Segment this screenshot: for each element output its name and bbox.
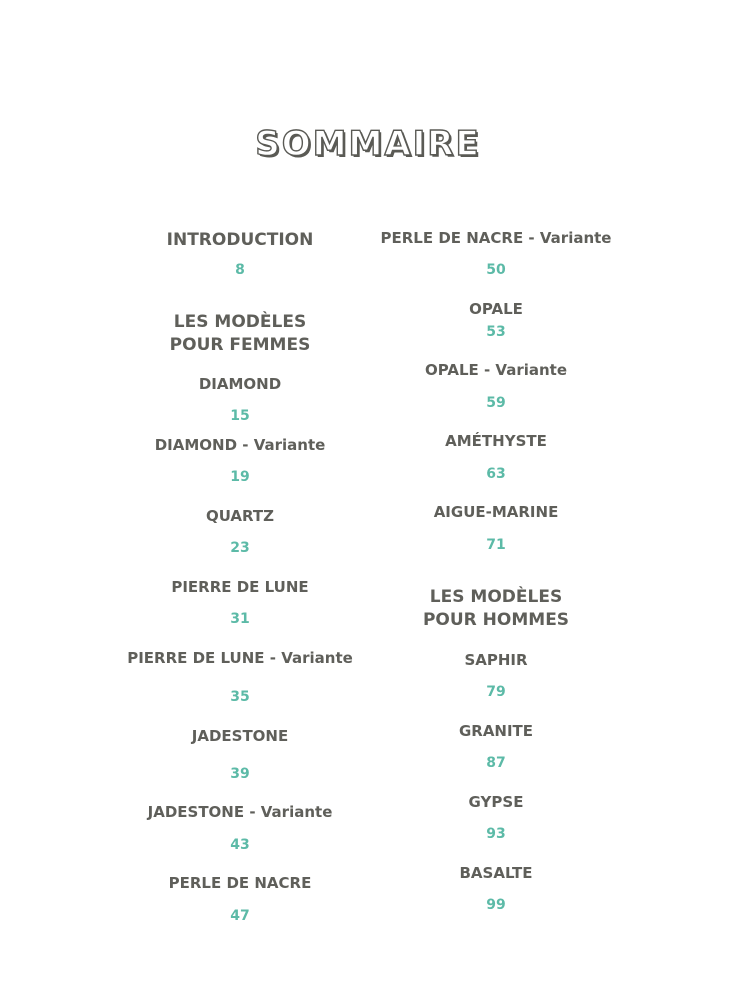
toc-entry-page: 19 (230, 469, 250, 485)
toc-entry-label: JADESTONE - Variante (147, 803, 333, 821)
toc-entry-page: 15 (230, 408, 250, 424)
toc-entry-label: GRANITE (458, 722, 534, 740)
toc-entry-label: AIGUE-MARINE (433, 503, 559, 521)
toc-entry-label: BASALTE (459, 864, 533, 882)
toc-entry-label: PERLE DE NACRE (168, 874, 312, 892)
toc-entry-page: 31 (230, 611, 250, 627)
page-title: SOMMAIRE (255, 124, 481, 164)
toc-entry-page: 50 (486, 262, 506, 278)
toc-entry-page: 39 (230, 766, 250, 782)
toc-entry-label: QUARTZ (205, 507, 275, 525)
section-heading-hommes-line1: LES MODÈLES (429, 587, 563, 607)
toc-entry-label: PIERRE DE LUNE (171, 578, 309, 596)
toc-entry-page: 23 (230, 540, 250, 556)
section-heading-femmes-line2: POUR FEMMES (169, 335, 311, 355)
toc-entry-page: 99 (486, 897, 506, 913)
toc-entry-page: 59 (486, 395, 506, 411)
toc-entry-page: 87 (486, 755, 506, 771)
toc-intro-label: INTRODUCTION (166, 230, 314, 250)
toc-entry-page: 53 (486, 324, 506, 340)
toc-entry-label: AMÉTHYSTE (445, 432, 547, 450)
toc-entry-label: JADESTONE (191, 727, 289, 745)
toc-entry-label: DIAMOND - Variante (154, 436, 326, 454)
toc-entry-page: 79 (486, 684, 506, 700)
toc-entry-label: DIAMOND (198, 375, 282, 393)
toc-entry-page: 35 (230, 689, 250, 705)
toc-entry-label: OPALE (469, 300, 523, 318)
toc-entry-page: 43 (230, 837, 250, 853)
toc-entry-label: OPALE - Variante (424, 361, 568, 379)
toc-entry-label: SAPHIR (464, 651, 528, 669)
toc-entry-page: 71 (486, 537, 506, 553)
section-heading-femmes-line1: LES MODÈLES (173, 312, 307, 332)
section-heading-hommes-line2: POUR HOMMES (422, 610, 570, 630)
toc-entry-label: PERLE DE NACRE - Variante (380, 229, 612, 247)
toc-entry-label: GYPSE (468, 793, 524, 811)
toc-entry-page: 93 (486, 826, 506, 842)
toc-entry-page: 47 (230, 908, 250, 924)
toc-intro-page: 8 (235, 262, 245, 278)
toc-entry-label: PIERRE DE LUNE - Variante (127, 649, 353, 667)
toc-entry-page: 63 (486, 466, 506, 482)
